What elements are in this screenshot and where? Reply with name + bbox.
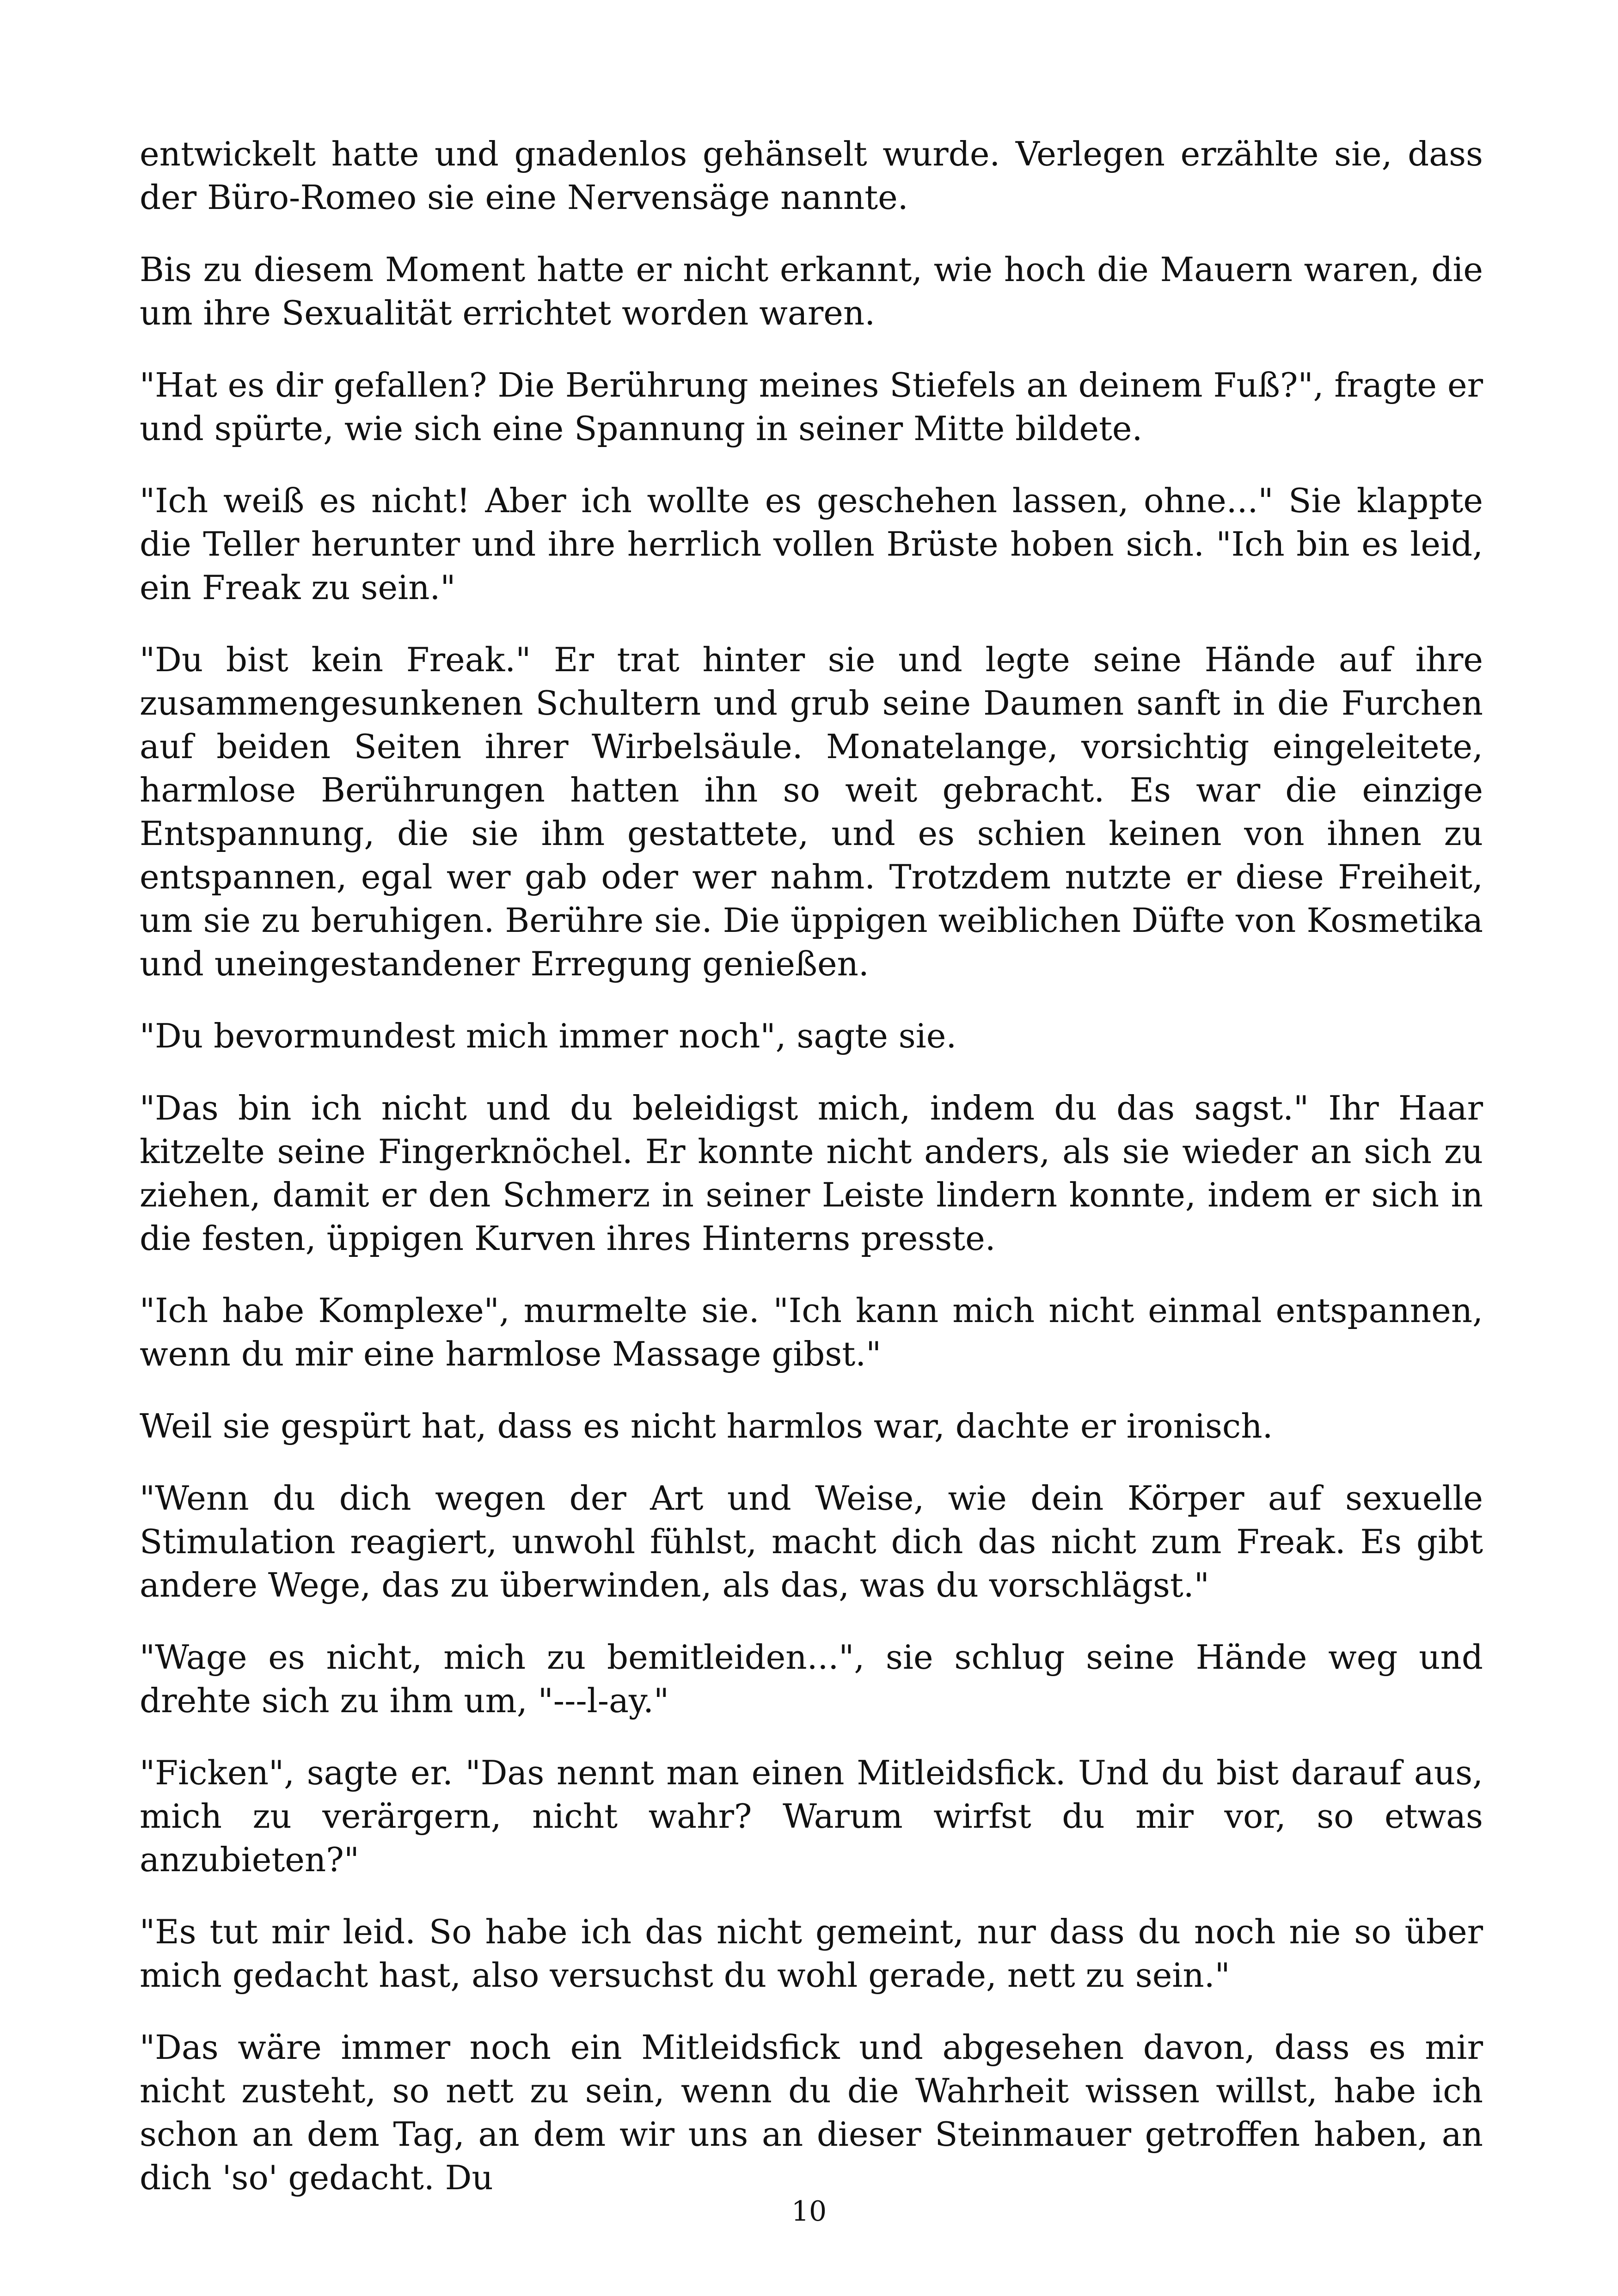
paragraph: "Hat es dir gefallen? Die Berührung meines Stiefels an deinem Fuß?", fragte er und spürte, wie sich eine Spannung in seiner Mitte bildete. xyxy=(140,366,1483,448)
paragraph: "Ficken", sagte er. "Das nennt man einen Mitleidsfick. Und du bist darauf aus, mich zu verärgern, nicht wahr? Warum wirfst du mir vor, so etwas anzubieten?" xyxy=(140,1753,1483,1879)
paragraph: "Es tut mir leid. So habe ich das nicht gemeint, nur dass du noch nie so über mich gedacht hast, also versuchst du wohl gerade, nett zu sein." xyxy=(140,1912,1483,1995)
page-number: 10 xyxy=(791,2195,827,2228)
paragraph: "Das bin ich nicht und du beleidigst mich, indem du das sagst." Ihr Haar kitzelte seine Fingerknöchel. Er konnte nicht anders, als sie wieder an sich zu ziehen, damit er den Schmerz in seiner Leiste lindern konnte, indem er sich in die festen, üppigen Kurven ihres Hinterns presste. xyxy=(140,1089,1483,1258)
paragraph: entwickelt hatte und gnadenlos gehänselt wurde. Verlegen erzählte sie, dass der Büro-Romeo sie eine Nervensäge nannte. xyxy=(140,135,1483,217)
paragraph: "Ich weiß es nicht! Aber ich wollte es geschehen lassen, ohne..." Sie klappte die Teller herunter und ihre herrlich vollen Brüste hoben sich. "Ich bin es leid, ein Freak zu sein." xyxy=(140,481,1483,607)
paragraph: Bis zu diesem Moment hatte er nicht erkannt, wie hoch die Mauern waren, die um ihre Sexualität errichtet worden waren. xyxy=(140,250,1483,332)
paragraph: "Wenn du dich wegen der Art und Weise, wie dein Körper auf sexuelle Stimulation reagiert, unwohl fühlst, macht dich das nicht zum Freak. Es gibt andere Wege, das zu überwinden, als das, was du vorschlägst." xyxy=(140,1479,1483,1604)
paragraph: "Das wäre immer noch ein Mitleidsfick und abgesehen davon, dass es mir nicht zusteht, so nett zu sein, wenn du die Wahrheit wissen willst, habe ich schon an dem Tag, an dem wir uns an dieser Steinmauer getroffen haben, an dich 'so' gedacht. Du xyxy=(140,2028,1483,2197)
paragraph: "Ich habe Komplexe", murmelte sie. "Ich kann mich nicht einmal entspannen, wenn du mir eine harmlose Massage gibst." xyxy=(140,1291,1483,1373)
body-text xyxy=(140,132,1483,2199)
paragraph: "Du bevormundest mich immer noch", sagte sie. xyxy=(140,1016,957,1055)
paragraph: "Du bist kein Freak." Er trat hinter sie und legte seine Hände auf ihre zusammengesunkenen Schultern und grub seine Daumen sanft in die Furchen auf beiden Seiten ihrer Wirbelsäule. Monatelange, vorsichtig eingeleitete, harmlose Berührungen hatten ihn so weit gebracht. Es war die einzige Entspannung, die sie ihm gestattete, und es schien keinen von ihnen zu entspannen, egal wer gab oder wer nahm. Trotzdem nutzte er diese Freiheit, um sie zu beruhigen. Berühre sie. Die üppigen weiblichen Düfte von Kosmetika und uneingestandener Erregung genießen. xyxy=(140,640,1483,983)
paragraph: "Wage es nicht, mich zu bemitleiden...", sie schlug seine Hände weg und drehte sich zu ihm um, "---l-ay." xyxy=(140,1638,1483,1720)
paragraph: Weil sie gespürt hat, dass es nicht harmlos war, dachte er ironisch. xyxy=(140,1407,1273,1445)
